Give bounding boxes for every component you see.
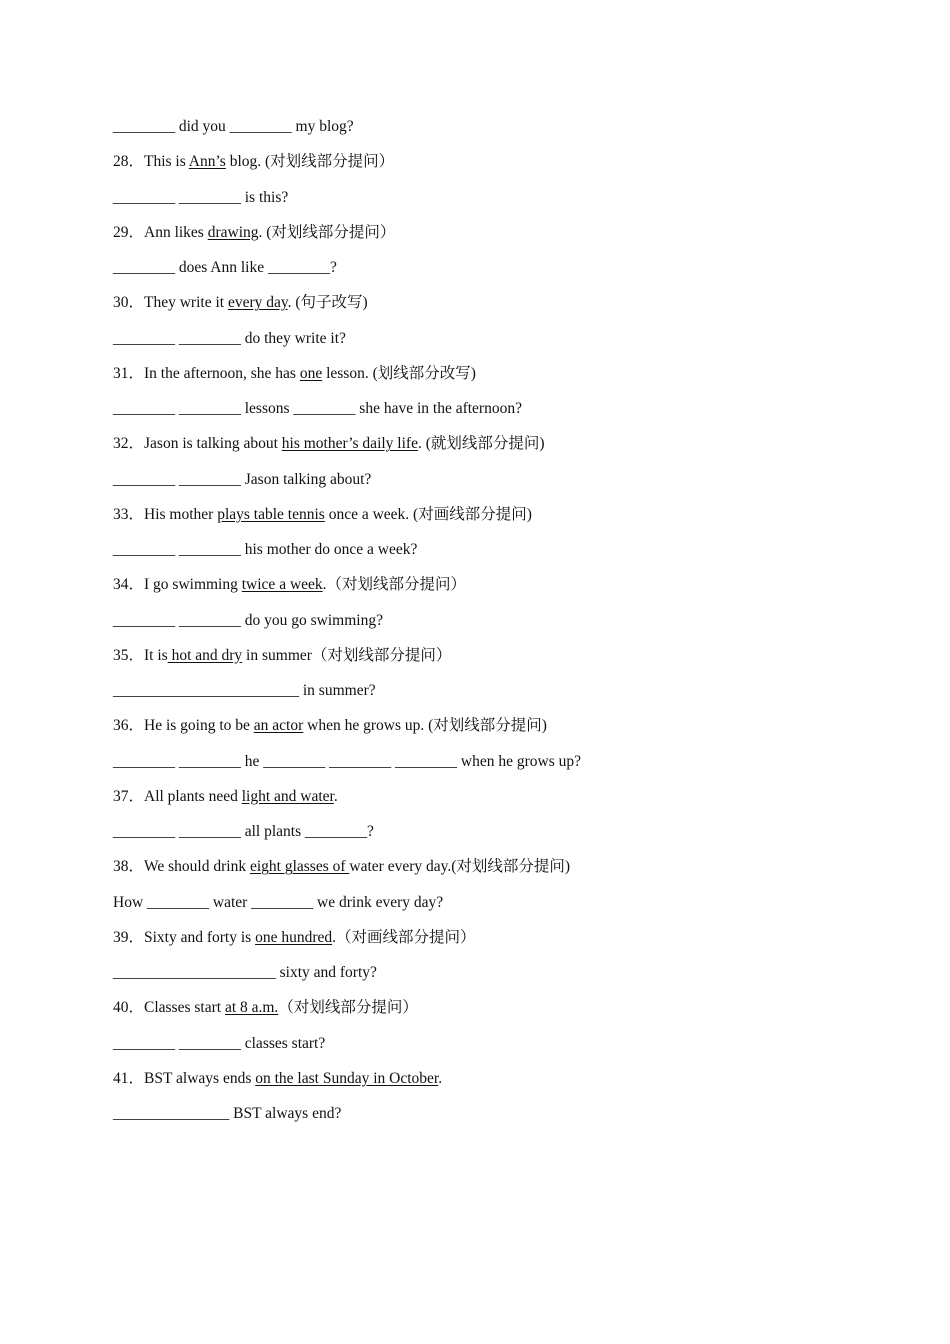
underlined-phrase: an actor (253, 717, 304, 735)
text-segment: water every day.(对划线部分提问) (349, 858, 571, 876)
answer-line (113, 188, 288, 208)
underlined-phrase: his mother’s daily life (281, 435, 418, 453)
text-segment: when he grows up. (对划线部分提问) (303, 717, 547, 735)
answer-line (113, 470, 371, 490)
underlined-phrase: twice a week (241, 576, 323, 594)
underlined-phrase: eight glasses of (249, 858, 350, 876)
underlined-phrase: Ann’s (188, 153, 226, 171)
answer-line (113, 1104, 341, 1124)
answer-line (113, 752, 581, 772)
text-segment: _____________________ sixty and forty? (113, 964, 377, 981)
question-line (113, 293, 368, 313)
text-segment: ________ ________ classes start? (113, 1034, 326, 1052)
text-segment: once a week. (对画线部分提问) (324, 505, 532, 523)
text-segment: ________________________ in summer? (113, 682, 376, 699)
underlined-phrase: at 8 a.m. (224, 999, 279, 1017)
text-segment: 41．BST always ends (113, 1069, 256, 1087)
question-line (113, 434, 545, 454)
question-line (113, 787, 338, 807)
text-segment: .（对划线部分提问） (322, 576, 467, 594)
text-segment: lesson. (划线部分改写) (322, 364, 476, 382)
text-segment: 29．Ann likes (113, 223, 208, 241)
underlined-phrase: plays table tennis (217, 505, 325, 523)
text-segment: 28．This is (113, 153, 189, 171)
underlined-phrase: light and water (241, 787, 334, 805)
answer-line (113, 893, 443, 913)
underlined-phrase: drawing (207, 223, 259, 241)
underlined-phrase: one (299, 364, 323, 382)
text-segment: （对划线部分提问） (278, 999, 418, 1017)
text-segment: 40．Classes start (113, 999, 225, 1017)
question-line (113, 646, 451, 666)
question-line (113, 364, 476, 384)
underlined-phrase: hot and dry (167, 646, 243, 664)
text-segment: ________ ________ is this? (113, 188, 289, 206)
question-line (113, 998, 418, 1018)
underlined-phrase: one hundred (255, 928, 333, 946)
text-segment: ________ does Ann like ________? (113, 259, 337, 276)
text-segment: in summer（对划线部分提问） (242, 646, 452, 664)
answer-line (113, 540, 417, 560)
answer-line (113, 399, 522, 419)
text-segment: . (333, 787, 338, 805)
text-segment: 35．It is (113, 646, 168, 664)
question-line (113, 575, 466, 595)
text-segment: ________ ________ his mother do once a week? (113, 541, 418, 558)
answer-line (113, 963, 377, 983)
question-line (113, 223, 395, 243)
text-segment: blog. (对划线部分提问） (225, 153, 395, 171)
text-segment: ________ did you ________ my blog? (113, 118, 354, 135)
answer-line (113, 1034, 325, 1054)
text-segment: . (对划线部分提问） (258, 223, 396, 241)
text-segment: .（对画线部分提问） (332, 928, 476, 946)
answer-line (113, 611, 383, 631)
answer-line (113, 258, 337, 278)
text-segment: 37．All plants need (113, 787, 242, 805)
answer-line (113, 681, 376, 701)
question-line (113, 152, 394, 172)
text-segment: 30．They write it (113, 294, 228, 312)
answer-line (113, 329, 346, 349)
underlined-phrase: on the last Sunday in October (255, 1069, 439, 1087)
text-segment: 39．Sixty and forty is (113, 928, 256, 946)
text-segment: . (438, 1069, 443, 1087)
question-line (113, 1069, 442, 1089)
question-line (113, 716, 547, 736)
text-segment: _______________ BST always end? (113, 1105, 342, 1122)
text-segment: ________ ________ he ________ ________ ________ when he grows up? (113, 752, 581, 770)
text-segment: 38．We should drink (113, 858, 250, 876)
question-line (113, 857, 570, 877)
text-segment: How ________ water ________ we drink every day? (113, 893, 444, 911)
text-segment: ________ ________ lessons ________ she have in the afternoon? (113, 400, 522, 417)
answer-line (113, 117, 354, 137)
text-segment: 36．He is going to be (113, 717, 254, 735)
text-segment: ________ ________ do they write it? (113, 329, 346, 347)
text-segment: ________ ________ do you go swimming? (113, 611, 383, 629)
text-segment: ________ ________ Jason talking about? (113, 470, 372, 488)
question-line (113, 505, 532, 525)
text-segment: 33．His mother (113, 505, 218, 523)
underlined-phrase: every day (227, 294, 288, 312)
question-line (113, 928, 476, 948)
text-segment: 31．In the afternoon, she has (113, 364, 300, 382)
text-segment: ________ ________ all plants ________? (113, 823, 374, 840)
text-segment: . (句子改写) (287, 294, 368, 312)
text-segment: . (就划线部分提问) (417, 435, 545, 453)
text-segment: 32．Jason is talking about (113, 435, 282, 453)
answer-line (113, 822, 374, 842)
text-segment: 34．I go swimming (113, 576, 242, 594)
